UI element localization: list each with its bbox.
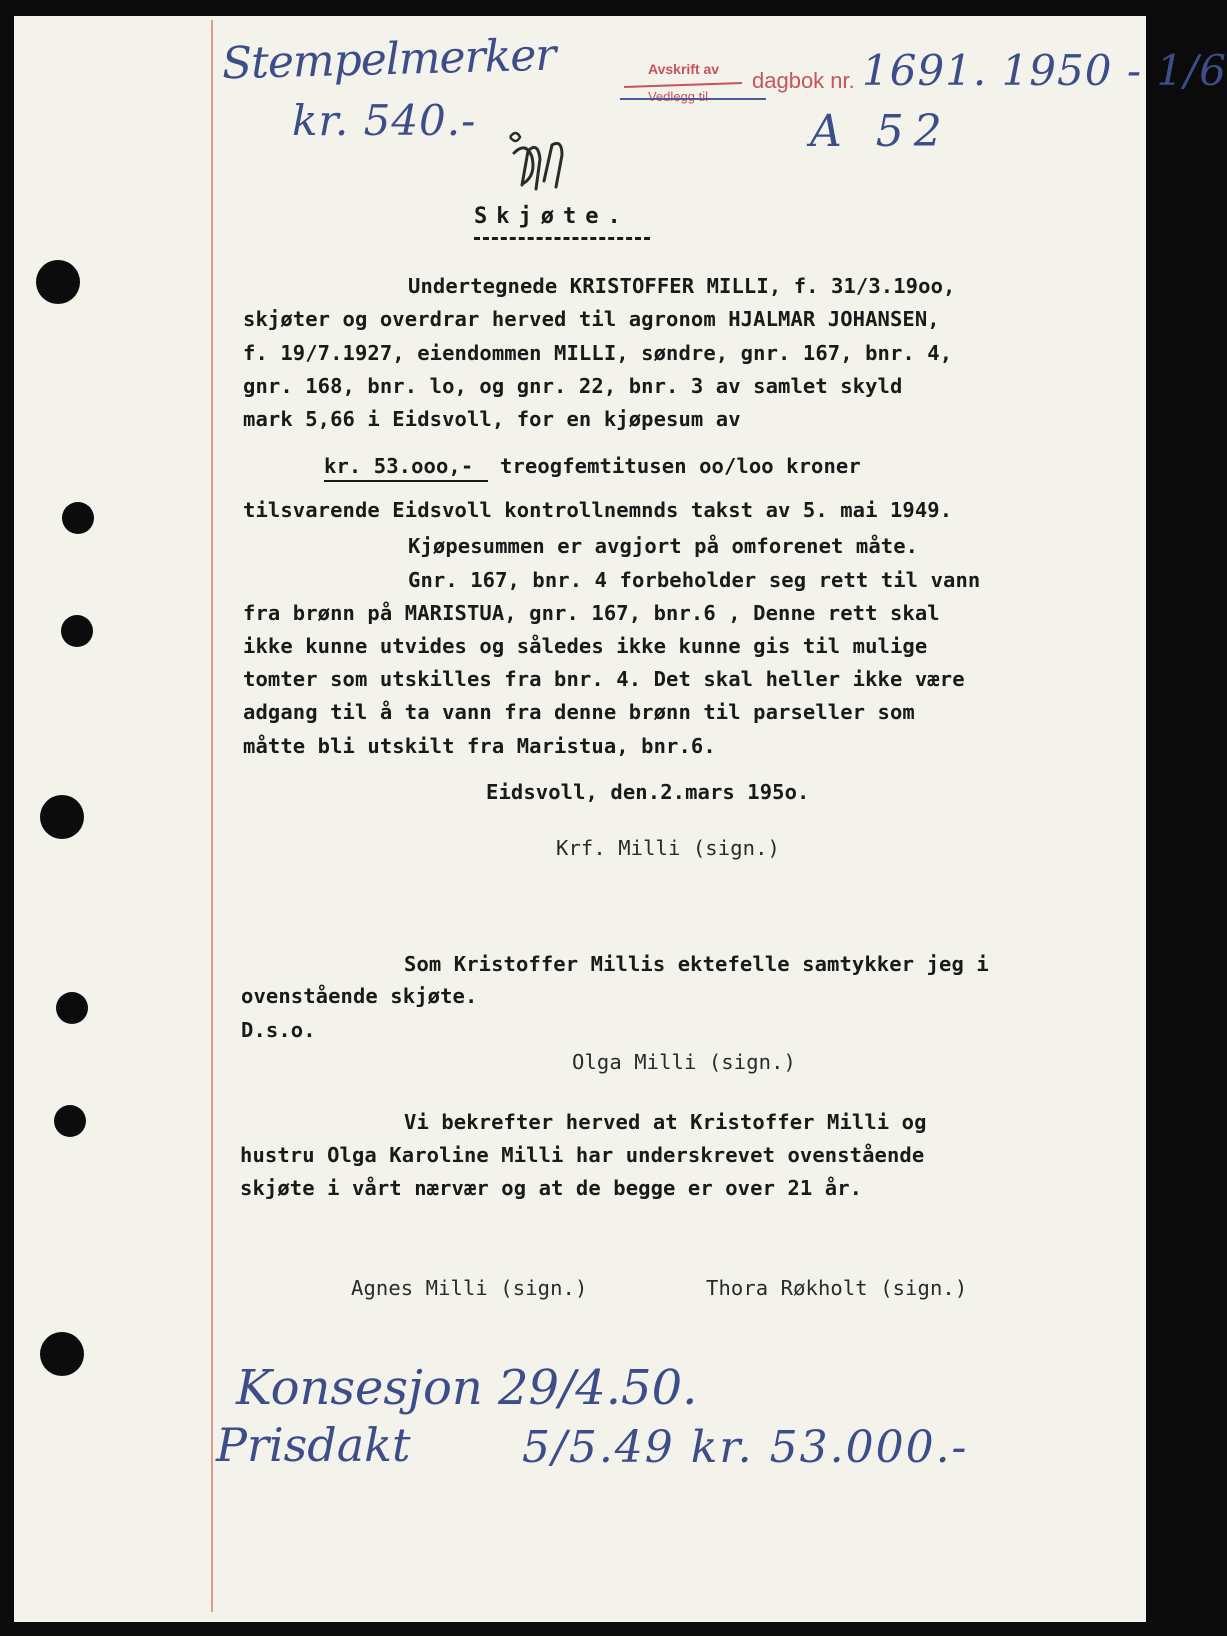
stamp-duty-label: Stempelmerker [221,29,557,90]
paragraph-line: tomter som utskilles fra bnr. 4. Det skal heller ikke være [243,667,965,691]
stamp-line-attachment: Vedlegg til [648,89,708,104]
stamp-line-copy: Avskrift av [648,61,720,77]
place-date: Eidsvoll, den.2.mars 195o. [486,780,810,804]
consent-line: Som Kristoffer Millis ektefelle samtykker jeg i [404,952,989,976]
paragraph-line: skjøter og overdrar herved til agronom HJALMAR JOHANSEN, [243,307,940,331]
paragraph-line: adgang til å ta vann fra denne brønn til parseller som [243,700,915,724]
punch-hole [56,992,88,1024]
consent-line: ovenstående skjøte. [241,984,478,1008]
reference-code: A 52 [810,106,952,157]
punch-hole [61,615,93,647]
paragraph-line: f. 19/7.1927, eiendommen MILLI, søndre, gnr. 167, bnr. 4, [243,341,953,365]
witness-line: hustru Olga Karoline Milli har underskrevet ovenstående [240,1143,925,1167]
margin-rule [211,20,213,1612]
initials-mark [500,125,610,205]
stamp-duty-amount: kr. 540.- [292,96,477,145]
purchase-price: kr. 53.ooo,- [324,454,474,478]
stamp-strikethrough [620,98,766,100]
paragraph-line: Undertegnede KRISTOFFER MILLI, f. 31/3.19oo, [408,274,956,298]
punch-hole [62,502,94,534]
paragraph-line: måtte bli utskilt fra Maristua, bnr.6. [243,734,716,758]
punch-hole [36,260,80,304]
price-approval-value: 5/5.49 kr. 53.000.- [522,1422,969,1473]
paragraph-line: fra brønn på MARISTUA, gnr. 167, bnr.6 , Denne rett skal [243,601,940,625]
punch-hole [40,1332,84,1376]
journal-number: 1691. 1950 - 1/6 [862,46,1227,95]
title-underline [474,237,650,240]
consent-line: D.s.o. [241,1018,316,1042]
witness-line: Vi bekrefter herved at Kristoffer Milli og [404,1110,927,1134]
seller-signature: Krf. Milli (sign.) [556,836,780,860]
paragraph-line: tilsvarende Eidsvoll kontrollnemnds takst av 5. mai 1949. [243,498,953,522]
punch-hole [54,1105,86,1137]
purchase-price-words: treogfemtitusen oo/loo kroner [500,454,861,478]
spouse-signature: Olga Milli (sign.) [572,1050,796,1074]
journal-label: dagbok nr. [752,68,855,93]
witness-signature: Agnes Milli (sign.) [351,1276,588,1300]
witness-signature: Thora Røkholt (sign.) [706,1276,968,1300]
price-underline [324,480,488,482]
document-title: Skjøte. [474,204,630,229]
paragraph-line: mark 5,66 i Eidsvoll, for en kjøpesum av [243,407,741,431]
paragraph-line: gnr. 168, bnr. lo, og gnr. 22, bnr. 3 av samlet skyld [243,374,903,398]
paragraph-line: Kjøpesummen er avgjort på omforenet måte. [408,534,919,558]
price-approval-label: Prisdakt [216,1418,411,1472]
paragraph-line: ikke kunne utvides og således ikke kunne gis til mulige [243,634,928,658]
paragraph-line: Gnr. 167, bnr. 4 forbeholder seg rett til vann [408,568,981,592]
punch-hole [40,795,84,839]
witness-line: skjøte i vårt nærvær og at de begge er over 21 år. [240,1176,863,1200]
concession-note: Konsesjon 29/4.50. [236,1360,698,1416]
